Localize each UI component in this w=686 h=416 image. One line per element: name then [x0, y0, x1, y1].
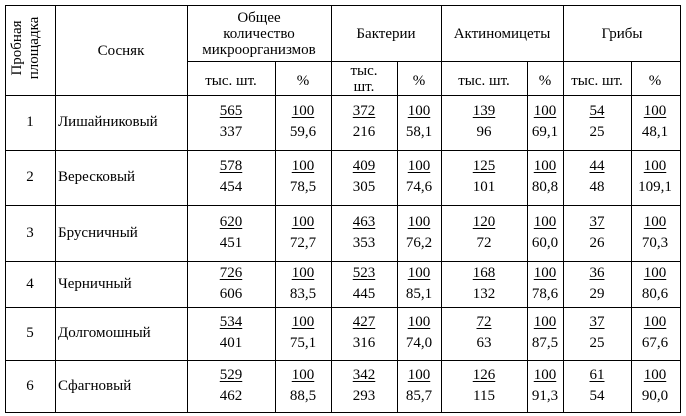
fung-count-bottom: 26: [589, 234, 605, 251]
act-percent-top: 100: [533, 314, 557, 330]
total-count-bottom: 451: [219, 234, 243, 251]
forest-type: Брусничный: [58, 224, 138, 241]
column-divider: [441, 5, 442, 413]
unit-thousand: тыс. шт.: [205, 73, 257, 89]
plot-number: 3: [26, 224, 34, 241]
total-header-line1: Общее: [237, 10, 281, 26]
forest-type: Вересковый: [58, 169, 136, 185]
fung-count-bottom: 54: [589, 387, 605, 404]
bacteria-header: Бактерии: [356, 26, 416, 42]
act-percent-top: 100: [533, 158, 557, 174]
bact-count-bottom: 353: [352, 234, 376, 251]
unit-percent: %: [538, 73, 552, 89]
column-divider: [527, 61, 528, 413]
act-count-top: 125: [472, 158, 496, 174]
fung-count-top: 61: [589, 366, 605, 383]
act-count-bottom: 132: [472, 285, 496, 302]
bact-count-top: 372: [352, 103, 376, 119]
column-divider: [563, 5, 564, 413]
forest-type: Долгомошный: [58, 325, 151, 341]
plot-number: 5: [26, 325, 34, 341]
bact-percent-top: 100: [407, 158, 431, 174]
row-divider: [5, 360, 681, 361]
unit-thousand-line1: тыс.: [350, 63, 378, 79]
bact-count-bottom: 305: [352, 179, 376, 195]
total-count-bottom: 401: [219, 335, 243, 351]
act-percent-bottom: 60,0: [531, 234, 559, 251]
bact-percent-bottom: 74,6: [405, 179, 433, 195]
total-count-top: 565: [219, 103, 243, 119]
act-count-top: 120: [472, 213, 496, 230]
bact-percent-bottom: 85,1: [405, 285, 433, 302]
table-border-right: [680, 5, 681, 413]
fung-count-bottom: 48: [589, 179, 605, 195]
fung-percent-top: 100: [643, 158, 667, 174]
bact-percent-top: 100: [407, 213, 431, 230]
plot-header: [4, 8, 52, 88]
fung-count-top: 36: [589, 264, 605, 281]
fung-percent-top: 100: [643, 314, 667, 330]
table-border-bottom: [5, 412, 681, 413]
plot-header-line2: площадка: [26, 16, 42, 80]
row-divider: [5, 150, 681, 151]
header-bottom-rule: [5, 95, 681, 96]
fung-count-bottom: 25: [589, 124, 605, 140]
bact-count-bottom: 293: [352, 387, 376, 404]
act-percent-bottom: 78,6: [531, 285, 559, 302]
plot-number: 6: [26, 377, 34, 394]
act-percent-top: 100: [533, 366, 557, 383]
unit-thousand: тыс. шт.: [571, 73, 623, 89]
column-divider: [55, 5, 56, 413]
total-count-top: 620: [219, 213, 243, 230]
total-percent-bottom: 72,7: [289, 234, 317, 251]
bact-percent-top: 100: [407, 264, 431, 281]
bact-count-bottom: 216: [352, 124, 376, 140]
fung-percent-top: 100: [643, 264, 667, 281]
fung-percent-bottom: 109,1: [638, 179, 672, 195]
forest-header: Сосняк: [97, 43, 145, 59]
bact-percent-bottom: 76,2: [405, 234, 433, 251]
total-percent-top: 100: [291, 314, 315, 330]
act-percent-top: 100: [533, 264, 557, 281]
total-count-top: 529: [219, 366, 243, 383]
bact-count-top: 463: [352, 213, 376, 230]
header-subdivider: [187, 61, 681, 62]
act-percent-top: 100: [533, 213, 557, 230]
total-percent-bottom: 78,5: [289, 179, 317, 195]
total-count-top: 726: [219, 264, 243, 281]
act-percent-bottom: 87,5: [531, 335, 559, 351]
total-percent-top: 100: [291, 213, 315, 230]
fung-count-top: 37: [589, 213, 605, 230]
column-divider: [187, 5, 188, 413]
fung-percent-bottom: 48,1: [641, 124, 669, 140]
act-percent-top: 100: [533, 103, 557, 119]
total-percent-top: 100: [291, 366, 315, 383]
total-header-line2: количество: [223, 26, 295, 42]
total-percent-bottom: 88,5: [289, 387, 317, 404]
total-percent-top: 100: [291, 158, 315, 174]
row-divider: [5, 307, 681, 308]
act-count-bottom: 101: [472, 179, 496, 195]
row-divider: [5, 261, 681, 262]
total-percent-top: 100: [291, 264, 315, 281]
total-count-top: 578: [219, 158, 243, 174]
act-percent-bottom: 69,1: [531, 124, 559, 140]
column-divider: [631, 61, 632, 413]
column-divider: [331, 5, 332, 413]
total-count-bottom: 606: [219, 285, 243, 302]
fung-count-bottom: 29: [589, 285, 605, 302]
act-percent-bottom: 91,3: [531, 387, 559, 404]
bact-percent-top: 100: [407, 314, 431, 330]
bact-percent-bottom: 74,0: [405, 335, 433, 351]
act-count-top: 126: [472, 366, 496, 383]
act-count-top: 168: [472, 264, 496, 281]
total-percent-bottom: 75,1: [289, 335, 317, 351]
bact-count-top: 427: [352, 314, 376, 330]
fungi-header: Грибы: [601, 26, 643, 42]
bact-percent-bottom: 85,7: [405, 387, 433, 404]
bact-percent-bottom: 58,1: [405, 124, 433, 140]
fung-percent-bottom: 67,6: [641, 335, 669, 351]
unit-percent: %: [296, 73, 310, 89]
total-count-bottom: 454: [219, 179, 243, 195]
forest-type: Черничный: [58, 275, 132, 292]
row-divider: [5, 205, 681, 206]
unit-thousand-line2: шт.: [353, 79, 375, 95]
bact-percent-top: 100: [407, 366, 431, 383]
column-divider: [275, 61, 276, 413]
act-count-top: 72: [476, 314, 492, 330]
total-percent-bottom: 83,5: [289, 285, 317, 302]
fung-percent-bottom: 70,3: [641, 234, 669, 251]
bact-count-bottom: 445: [352, 285, 376, 302]
unit-thousand: тыс. шт.: [458, 73, 510, 89]
plot-number: 2: [26, 169, 34, 185]
unit-percent: %: [648, 73, 662, 89]
actinomycetes-header: Актиномицеты: [453, 26, 551, 42]
total-header-line3: микроорганизмов: [202, 42, 316, 58]
plot-number: 1: [26, 114, 34, 130]
act-count-top: 139: [472, 103, 496, 119]
act-count-bottom: 115: [473, 387, 495, 404]
fung-count-bottom: 25: [589, 335, 605, 351]
fung-percent-top: 100: [643, 103, 667, 119]
act-count-bottom: 72: [476, 234, 492, 251]
bact-count-top: 409: [352, 158, 376, 174]
table-border-top: [5, 5, 681, 6]
total-count-top: 534: [219, 314, 243, 330]
fung-count-top: 37: [589, 314, 605, 330]
fung-percent-top: 100: [643, 366, 667, 383]
act-count-bottom: 96: [476, 124, 492, 140]
plot-number: 4: [26, 275, 34, 292]
fung-count-top: 54: [589, 103, 605, 119]
act-percent-bottom: 80,8: [531, 179, 559, 195]
fung-percent-bottom: 90,0: [641, 387, 669, 404]
fung-percent-top: 100: [643, 213, 667, 230]
column-divider: [397, 61, 398, 413]
plot-header-line1: Пробная: [9, 20, 25, 76]
total-count-bottom: 462: [219, 387, 243, 404]
total-percent-bottom: 59,6: [289, 124, 317, 140]
act-count-bottom: 63: [476, 335, 492, 351]
forest-type: Сфагновый: [58, 377, 132, 394]
bact-count-top: 523: [352, 264, 376, 281]
forest-type: Лишайниковый: [58, 114, 158, 130]
fung-count-top: 44: [589, 158, 605, 174]
total-count-bottom: 337: [219, 124, 243, 140]
bact-count-bottom: 316: [352, 335, 376, 351]
total-percent-top: 100: [291, 103, 315, 119]
unit-percent: %: [412, 73, 426, 89]
fung-percent-bottom: 80,6: [641, 285, 669, 302]
bact-count-top: 342: [352, 366, 376, 383]
bact-percent-top: 100: [407, 103, 431, 119]
